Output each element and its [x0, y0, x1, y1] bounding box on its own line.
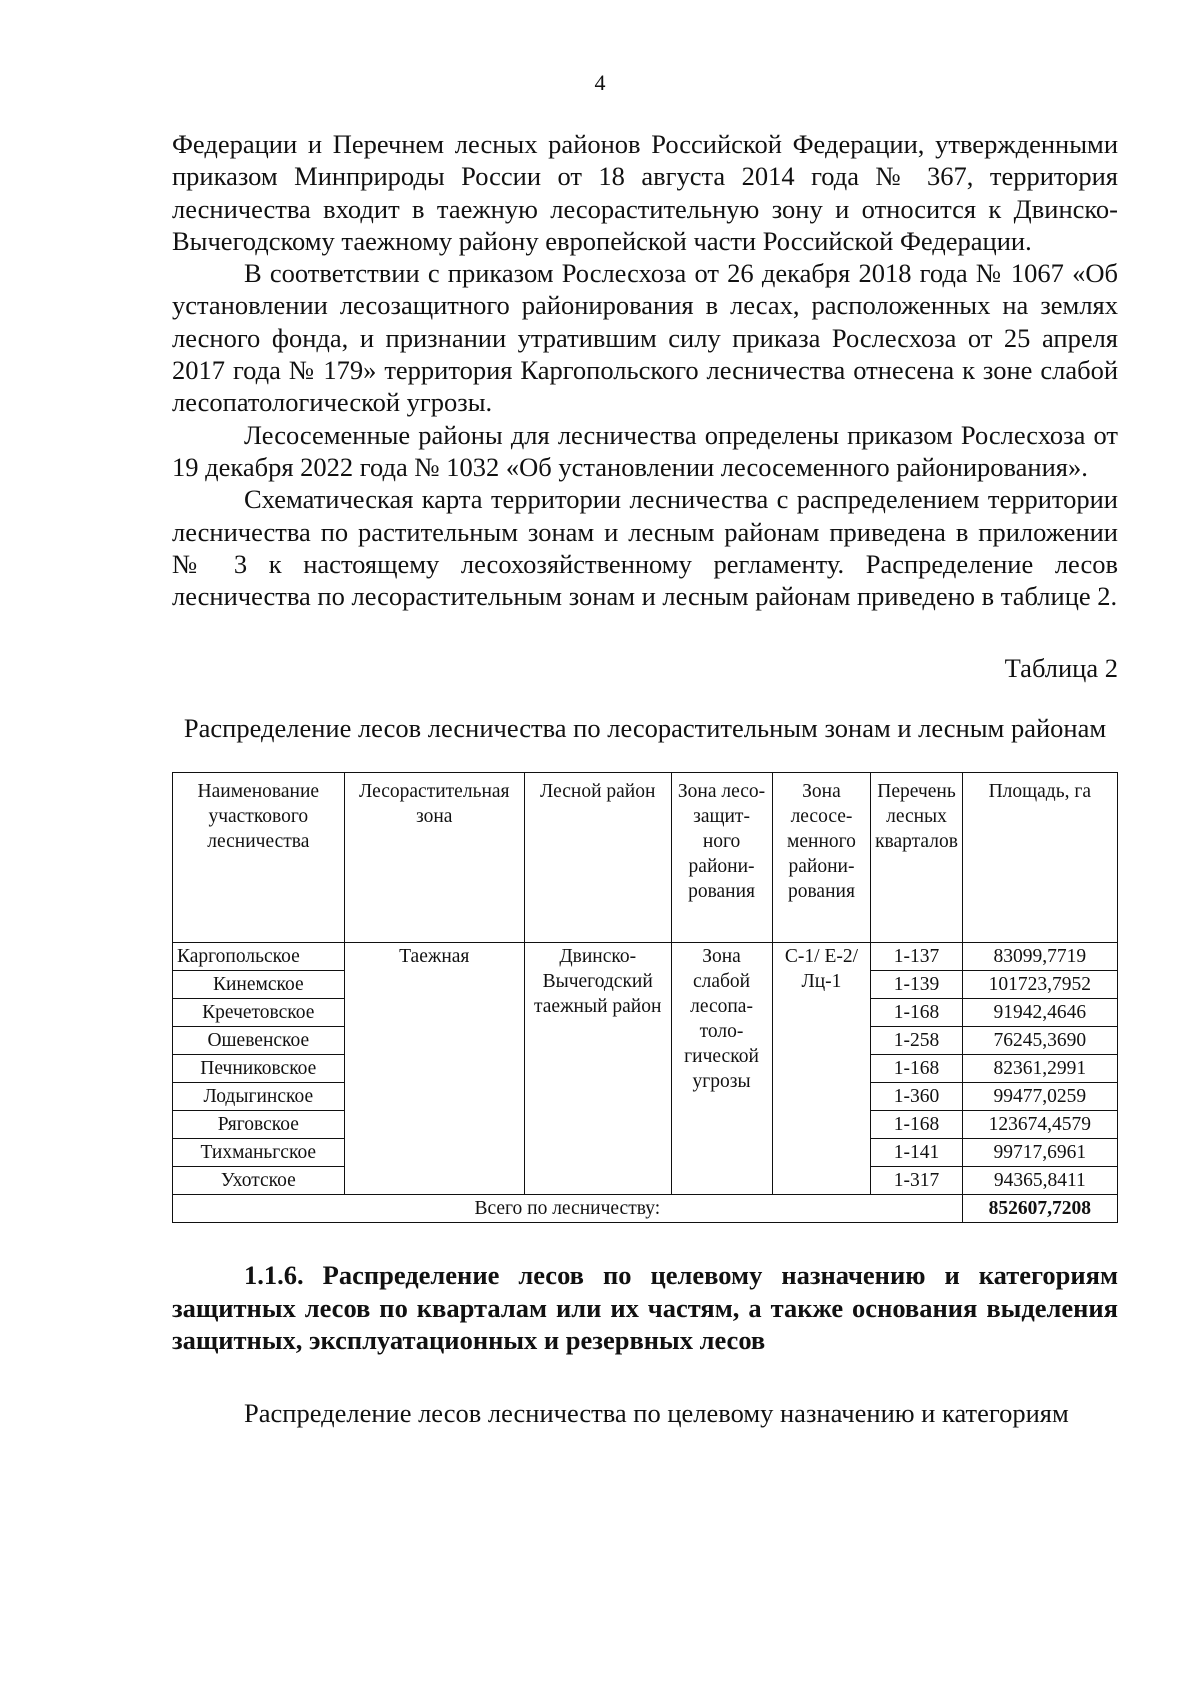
- row-area: 123674,4579: [962, 1111, 1117, 1139]
- table-title: Распределение лесов лесничества по лесорастительным зонам и лесным районам: [183, 713, 1107, 744]
- row-area: 99477,0259: [962, 1083, 1117, 1111]
- table-header-row: [173, 773, 1118, 943]
- header-quarters: Перечень лесных кварталов: [871, 773, 962, 943]
- row-area: 94365,8411: [962, 1167, 1117, 1195]
- row-area: 83099,7719: [962, 943, 1117, 971]
- row-quarters: 1-141: [871, 1139, 962, 1167]
- row-quarters: 1-139: [871, 971, 962, 999]
- row-area: 101723,7952: [962, 971, 1117, 999]
- row-name: Ухотское: [173, 1167, 345, 1195]
- row-quarters: 1-168: [871, 1111, 962, 1139]
- header-seed-zone: Зона лесосе-менного райони-рования: [772, 773, 871, 943]
- row-name: Каргопольское: [173, 943, 345, 971]
- paragraph-3: Лесосеменные районы для лесничества определены приказом Рослесхоза от 19 декабря 2022 года № 1032 «Об установлении лесосеменного районирования».: [172, 419, 1118, 482]
- row-name: Лодыгинское: [173, 1083, 345, 1111]
- row-quarters: 1-317: [871, 1167, 962, 1195]
- header-protection-zone: Зона лесо-защит-ного райони-рования: [671, 773, 772, 943]
- header-area: Площадь, га: [962, 773, 1117, 943]
- paragraph-2: В соответствии с приказом Рослесхоза от 26 декабря 2018 года № 1067 «Об установлении лесозащитного районирования в лесах, расположенных на землях лесного фонда, и признании утратившим силу приказа Рослесхоза от 25 апреля 2017 года № 179» территория Каргопольского лесничества отнесена к зоне слабой лесопатологической угрозы.: [172, 258, 1118, 418]
- row-area: 91942,4646: [962, 999, 1117, 1027]
- row-name: Тихманьгское: [173, 1139, 345, 1167]
- row-quarters: 1-168: [871, 1055, 962, 1083]
- document-body: [172, 128, 1118, 1429]
- page-number: 4: [594, 70, 606, 95]
- row-quarters: 1-168: [871, 999, 962, 1027]
- table-row: [173, 943, 1118, 971]
- paragraph-4: Схематическая карта территории лесничества с распределением территории лесничества по растительным зонам и лесным районам приведена в приложении № 3 к настоящему лесохозяйственному регламенту. Распределение лесов лесничества по лесорастительным зонам и лесным районам приведено в таблице 2.: [172, 484, 1118, 612]
- row-name: Кречетовское: [173, 999, 345, 1027]
- header-forestry-name: Наименование участкового лесничества: [173, 773, 345, 943]
- table-label: Таблица 2: [1004, 653, 1118, 684]
- row-quarters: 1-137: [871, 943, 962, 971]
- header-forest-district: Лесной район: [524, 773, 671, 943]
- cell-protection-zone: Зона слабой лесопа-толо-гической угрозы: [671, 943, 772, 1195]
- row-name: Печниковское: [173, 1055, 345, 1083]
- forest-distribution-table: [172, 772, 1118, 1223]
- cell-vegetation-zone: Таежная: [344, 943, 524, 1195]
- row-quarters: 1-360: [871, 1083, 962, 1111]
- total-label: Всего по лесничеству:: [173, 1195, 963, 1223]
- table-total-row: [173, 1195, 1118, 1223]
- row-name: Ряговское: [173, 1111, 345, 1139]
- row-area: 76245,3690: [962, 1027, 1117, 1055]
- paragraph-1: Федерации и Перечнем лесных районов Российской Федерации, утвержденными приказом Минприроды России от 18 августа 2014 года № 367, территория лесничества входит в таежную лесорастительную зону и относится к Двинско-Вычегодскому таежному району европейской части Российской Федерации.: [172, 129, 1118, 256]
- row-name: Кинемское: [173, 971, 345, 999]
- row-quarters: 1-258: [871, 1027, 962, 1055]
- section-paragraph: Распределение лесов лесничества по целевому назначению и категориям: [244, 1397, 1069, 1428]
- cell-seed-zone: С-1/ Е-2/ Лц-1: [772, 943, 871, 1195]
- header-vegetation-zone: Лесорастительная зона: [344, 773, 524, 943]
- row-name: Ошевенское: [173, 1027, 345, 1055]
- row-area: 99717,6961: [962, 1139, 1117, 1167]
- total-value: 852607,7208: [962, 1195, 1117, 1223]
- cell-forest-district: Двинско-Вычегодский таежный район: [524, 943, 671, 1195]
- section-heading: 1.1.6. Распределение лесов по целевому назначению и категориям защитных лесов по кварталам или их частям, а также основания выделения защитных, эксплуатационных и резервных лесов: [172, 1260, 1118, 1356]
- row-area: 82361,2991: [962, 1055, 1117, 1083]
